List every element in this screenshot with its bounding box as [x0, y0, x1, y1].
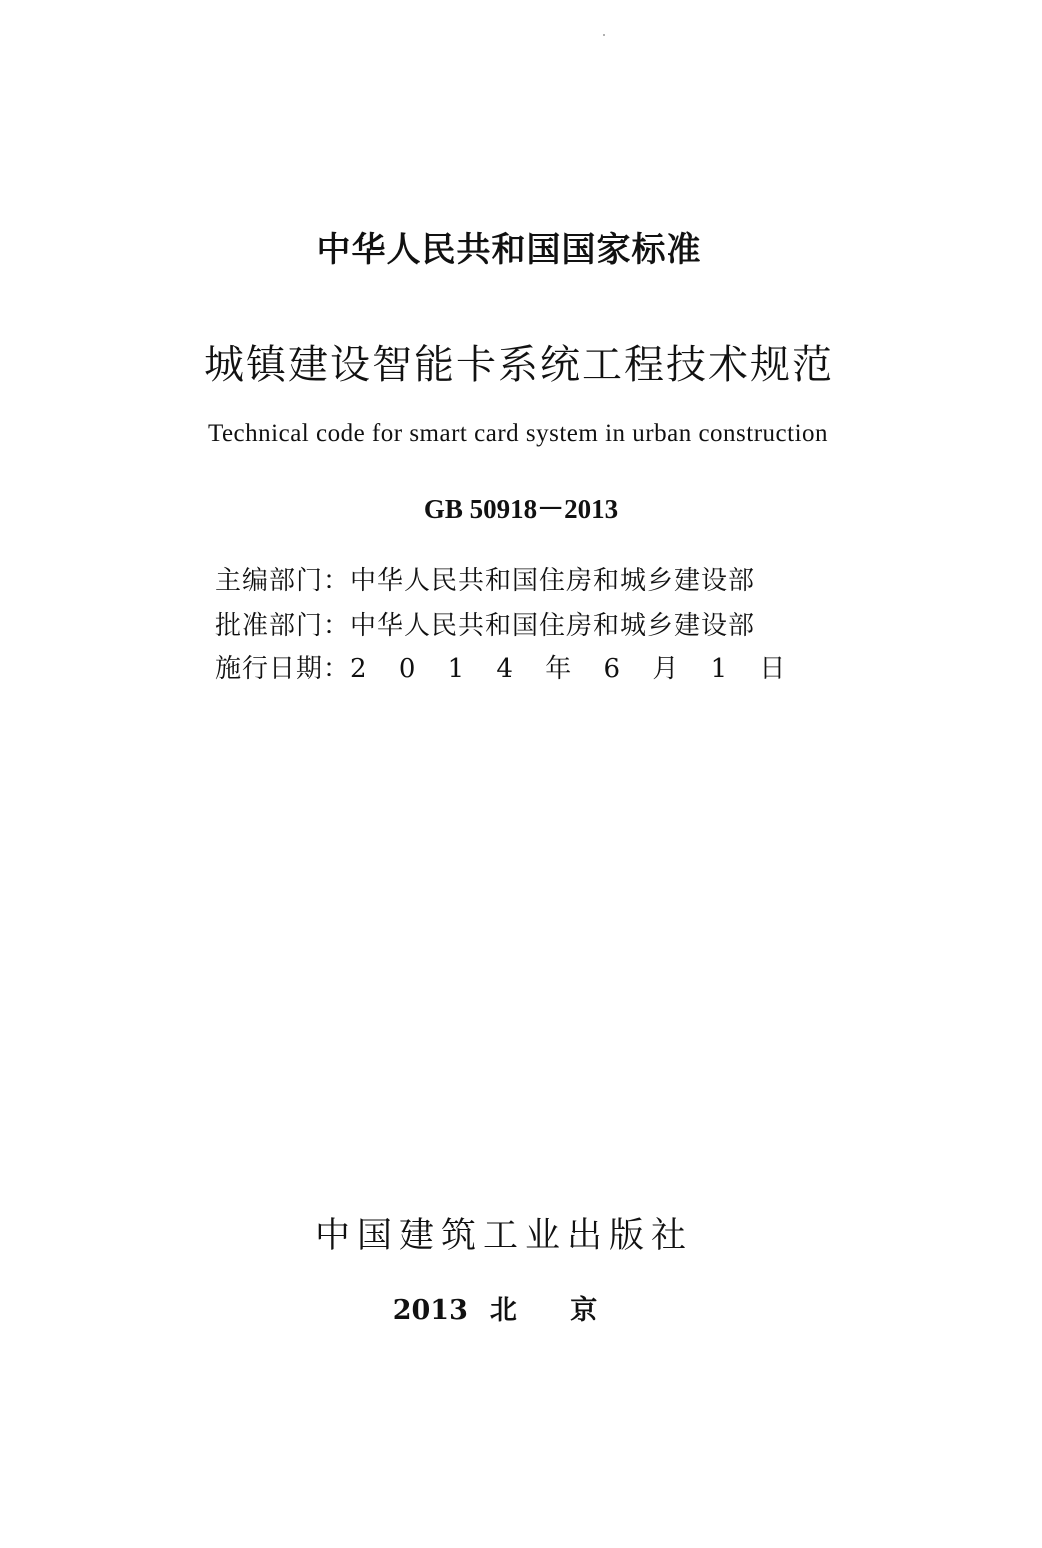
chief-editor-row	[215, 560, 755, 597]
effective-date-value: 2 0 1 4 年 6 月 1 日	[350, 654, 796, 684]
effective-date-row	[215, 648, 795, 685]
national-standard-heading: 中华人民共和国国家标准	[316, 230, 702, 270]
document-title-chinese: 城镇建设智能卡系统工程技术规范	[204, 342, 834, 388]
chief-editor-value: 中华人民共和国住房和城乡建设部	[350, 566, 756, 596]
approved-by-value: 中华人民共和国住房和城乡建设部	[350, 611, 756, 641]
effective-date-label: 施行日期：	[215, 654, 351, 684]
publisher-name: 中国建筑工业出版社	[314, 1216, 693, 1256]
publication-year: 2013	[392, 1295, 468, 1326]
publication-city: 北 京	[489, 1295, 620, 1326]
chief-editor-label: 主编部门：	[215, 566, 351, 596]
approved-by-row	[215, 605, 755, 642]
approved-by-label: 批准部门：	[215, 611, 351, 641]
scan-speck	[603, 34, 605, 36]
publication-line	[0, 1288, 1027, 1327]
document-title-english: Technical code for smart card system in urban construction	[207, 420, 829, 447]
standard-code: GB 50918－2013	[423, 494, 619, 524]
